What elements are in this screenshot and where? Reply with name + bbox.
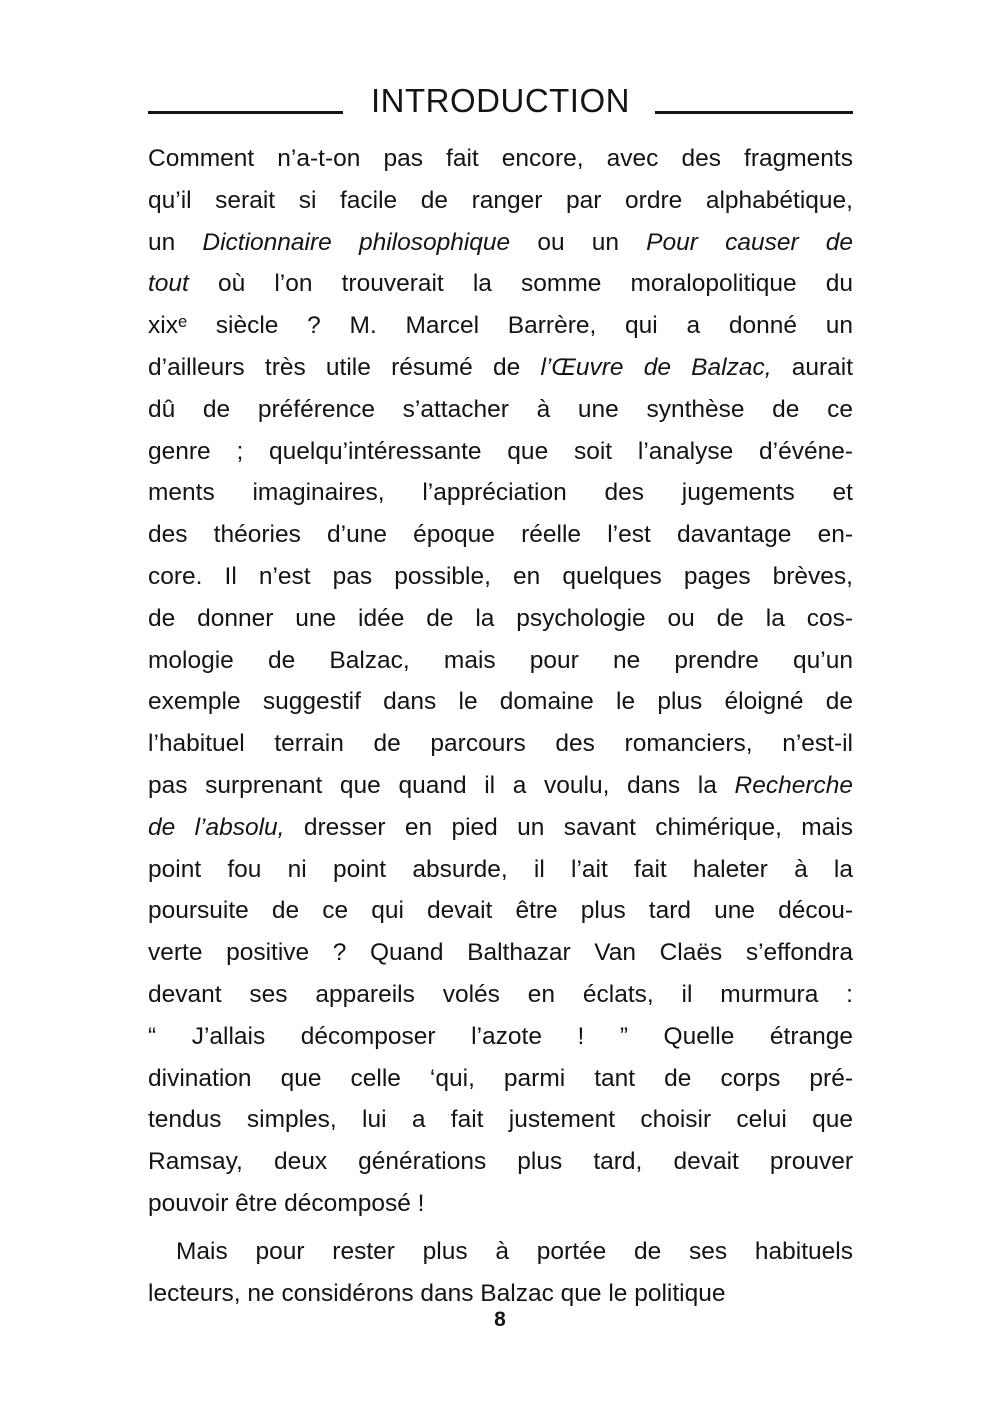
- text-line: tout où l’on trouverait la somme moralopolitique du: [148, 270, 853, 298]
- text-line: des théories d’une époque réelle l’est davantage en-: [148, 521, 853, 549]
- italic-title: tout: [148, 270, 189, 298]
- text-line: l’habituel terrain de parcours des romanciers, n’est-il: [148, 730, 853, 758]
- text-line: d’ailleurs très utile résumé de l’Œuvre de Balzac, aurait: [148, 353, 854, 381]
- text-line: devant ses appareils volés en éclats, il murmura :: [148, 980, 853, 1008]
- text-line: verte positive ? Quand Balthazar Van Claës s’effondra: [148, 939, 853, 967]
- text-line: de l’absolu, dresser en pied un savant chimérique, mais: [148, 813, 854, 841]
- text-line: genre ; quelqu’intéressante que soit l’analyse d’événe-: [148, 437, 853, 465]
- text-line: pas surprenant que quand il a voulu, dans la Recherche: [148, 771, 853, 799]
- text-line: pouvoir être décomposé !: [148, 1189, 425, 1217]
- text-line: ments imaginaires, l’appréciation des jugements et: [148, 479, 853, 507]
- text-line: dû de préférence s’attacher à une synthèse de ce: [148, 395, 853, 423]
- italic-title: Dictionnaire philosophique: [202, 228, 511, 256]
- text-line: lecteurs, ne considérons dans Balzac que le politique: [148, 1279, 726, 1307]
- italic-title: Recherche: [734, 771, 853, 799]
- text-line: “ J’allais décomposer l’azote ! ” Quelle étrange: [148, 1022, 853, 1050]
- text-line: Comment n’a-t-on pas fait encore, avec des fragments: [148, 145, 853, 172]
- running-header: [148, 78, 853, 128]
- text-line: Mais pour rester plus à portée de ses habituels: [176, 1237, 853, 1265]
- text-line: qu’il serait si facile de ranger par ordre alphabétique,: [148, 186, 853, 214]
- text-line: divination que celle ‘qui, parmi tant de corps pré-: [148, 1064, 853, 1092]
- text-line: exemple suggestif dans le domaine le plus éloigné de: [148, 688, 853, 716]
- body-text: [148, 138, 853, 1314]
- text-line: xixᵉ siècle ? M. Marcel Barrère, qui a donné un: [148, 312, 853, 340]
- text-line: point fou ni point absurde, il l’ait fait haleter à la: [148, 855, 853, 883]
- italic-title: Pour causer de: [646, 228, 854, 256]
- text-line: Ramsay, deux générations plus tard, devait prouver: [148, 1148, 853, 1176]
- header-rule-right: [655, 111, 853, 114]
- page-number: 8: [494, 1308, 506, 1331]
- text-line: core. Il n’est pas possible, en quelques pages brèves,: [148, 562, 853, 590]
- italic-title: l’Œuvre de Balzac,: [540, 353, 772, 381]
- text-line: de donner une idée de la psychologie ou de la cos-: [148, 604, 853, 632]
- text-line: un Dictionnaire philosophique ou un Pour causer de: [148, 228, 854, 256]
- text-line: tendus simples, lui a fait justement choisir celui que: [148, 1106, 853, 1134]
- text-line: mologie de Balzac, mais pour ne prendre qu’un: [148, 646, 853, 674]
- page-title: INTRODUCTION: [371, 82, 630, 119]
- italic-title: de l’absolu,: [148, 813, 285, 841]
- text-line: poursuite de ce qui devait être plus tard une décou-: [148, 897, 853, 925]
